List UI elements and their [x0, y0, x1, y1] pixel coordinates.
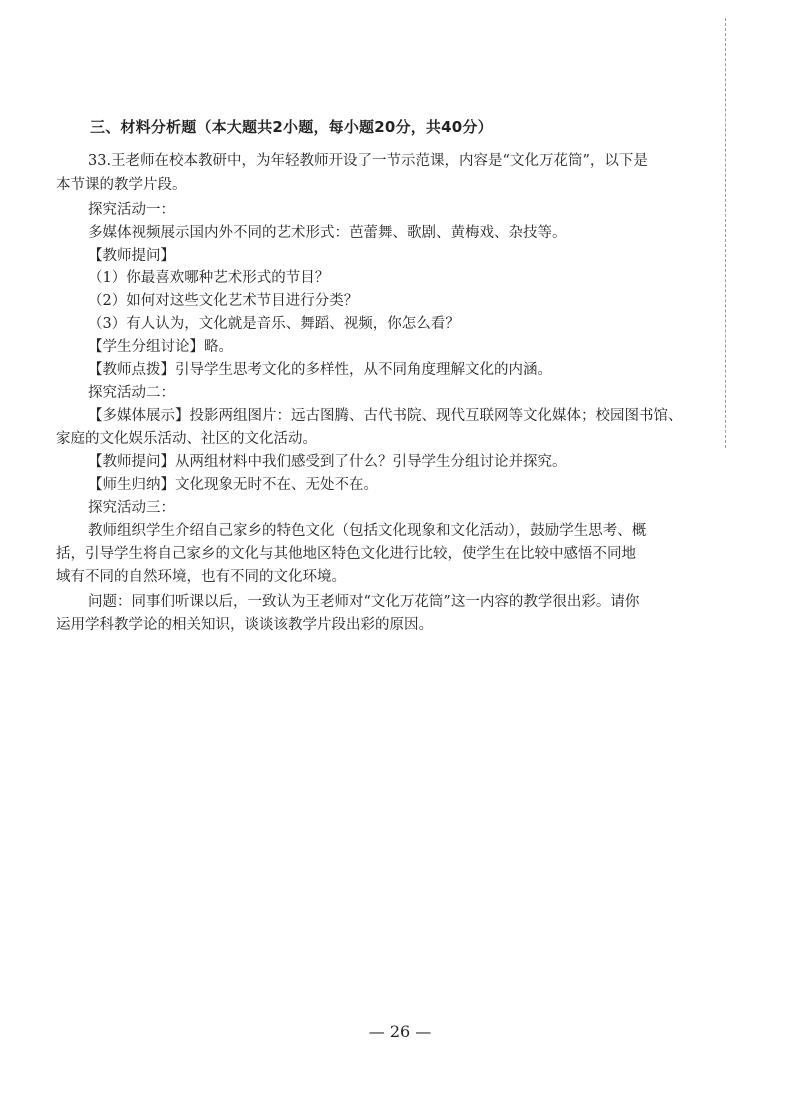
question-item-1: （1）你最喜欢哪种艺术形式的节目？: [88, 270, 330, 286]
activity2-teacher-question: 【教师提问】从两组材料中我们感受到了什么？引导学生分组讨论并探究。: [88, 454, 567, 470]
activity2-media-line-1: 【多媒体展示】投影两组图片：远古图腾、古代书院、现代互联网等文化媒体；校园图书馆、: [88, 408, 683, 424]
problem-line-1: 问题：同事们听课以后，一致认为王老师对“文化万花筒”这一内容的教学很出彩。请你: [88, 594, 640, 610]
teacher-guidance: 【教师点拨】引导学生思考文化的多样性，从不同角度理解文化的内涵。: [88, 362, 552, 378]
scan-edge-line: [725, 18, 726, 448]
activity3-line-2: 括，引导学生将自己家乡的文化与其他地区特色文化进行比较，使学生在比较中感悟不同地: [56, 546, 636, 562]
activity2-media-line-2: 家庭的文化娱乐活动、社区的文化活动。: [56, 431, 317, 447]
question-item-2: （2）如何对这些文化艺术节目进行分类？: [88, 293, 359, 309]
page-number: — 26 —: [368, 1022, 432, 1041]
teacher-question-label: 【教师提问】: [88, 248, 175, 264]
activity3-title: 探究活动三：: [88, 500, 175, 516]
activity3-line-1: 教师组织学生介绍自己家乡的特色文化（包括文化现象和文化活动），鼓励学生思考、概: [88, 523, 647, 539]
section-heading: 三、材料分析题（本大题共2小题，每小题20分，共40分）: [90, 118, 493, 136]
activity2-summary: 【师生归纳】文化现象无时不在、无处不在。: [88, 477, 378, 493]
activity3-line-3: 域有不同的自然环境，也有不同的文化环境。: [56, 569, 346, 585]
question-line-1: 33.王老师在校本教研中，为年轻教师开设了一节示范课，内容是“文化万花筒”，以下是: [88, 153, 648, 169]
student-group-discussion: 【学生分组讨论】略。: [88, 339, 233, 355]
question-line-2: 本节课的教学片段。: [56, 177, 187, 193]
problem-line-2: 运用学科教学论的相关知识，谈谈该教学片段出彩的原因。: [56, 617, 433, 633]
activity1-media: 多媒体视频展示国内外不同的艺术形式：芭蕾舞、歌剧、黄梅戏、杂技等。: [88, 225, 567, 241]
question-item-3: （3）有人认为，文化就是音乐、舞蹈、视频，你怎么看？: [88, 316, 460, 332]
activity2-title: 探究活动二：: [88, 385, 175, 401]
activity1-title: 探究活动一：: [88, 202, 175, 218]
